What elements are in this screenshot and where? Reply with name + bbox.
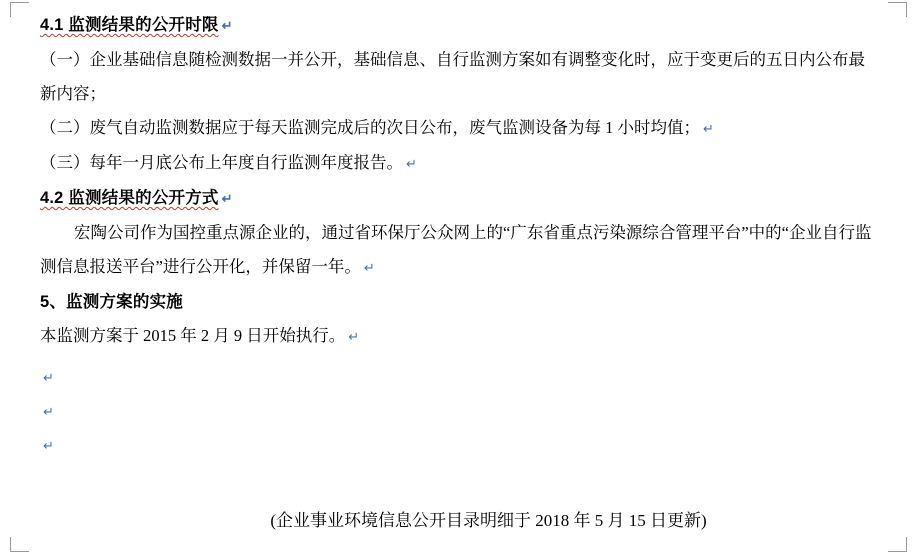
blank-line-2 <box>40 394 877 428</box>
crop-mark-bottom-left <box>10 537 29 552</box>
blank-line-1 <box>40 360 877 394</box>
pilcrow-mark: ↵ <box>703 121 714 136</box>
heading-5 <box>40 285 877 319</box>
paragraph-text: 本监测方案于 2015 年 2 月 9 日开始执行。 <box>40 326 346 345</box>
paragraph-text: （二）废气自动监测数据应于每天监测完成后的次日公布，废气监测设备为每 1 小时均值； <box>40 118 700 137</box>
pilcrow-mark: ↵ <box>348 329 360 344</box>
paragraph-text: （一）企业基础信息随检测数据一并公开，基础信息、自行监测方案如有调整变化时，应于变更后的五日内公布最新内容； <box>40 50 865 103</box>
heading-4-1-text: 4.1 监测结果的公开时限 <box>40 16 219 34</box>
heading-4-2 <box>40 181 877 216</box>
footer-note <box>40 504 877 538</box>
paragraph-4-1-3 <box>40 146 877 181</box>
pilcrow-mark: ↵ <box>221 191 233 206</box>
heading-5-text: 5、监测方案的实施 <box>40 293 183 311</box>
pilcrow-mark: ↵ <box>363 260 375 275</box>
pilcrow-mark: ↵ <box>43 438 54 453</box>
heading-4-2-text: 4.2 监测结果的公开方式 <box>40 189 219 207</box>
pilcrow-mark: ↵ <box>43 370 54 385</box>
pilcrow-mark: ↵ <box>406 156 417 171</box>
footer-region <box>40 504 877 538</box>
paragraph-text: （三）每年一月底公布上年度自行监测年度报告。 <box>40 153 403 172</box>
top-spacer <box>40 0 877 8</box>
paragraph-4-1-1 <box>40 43 877 111</box>
pilcrow-mark: ↵ <box>221 18 233 33</box>
paragraph-4-1-2 <box>40 111 877 146</box>
paragraph-4-2-1 <box>40 216 877 285</box>
footer-note-text: (企业事业环境信息公开目录明细于 2018 年 5 月 15 日更新) <box>270 511 707 530</box>
crop-mark-top-left <box>10 2 29 17</box>
crop-mark-top-right <box>888 2 907 17</box>
heading-4-1 <box>40 8 877 43</box>
pilcrow-mark: ↵ <box>43 404 54 419</box>
crop-mark-bottom-right <box>888 537 907 552</box>
document-body <box>40 8 877 462</box>
paragraph-text: 宏陶公司作为国控重点源企业的，通过省环保厅公众网上的“广东省重点污染源综合管理平台”中的“企业自行监测信息报送平台”进行公开化，并保留一年。 <box>40 223 872 276</box>
paragraph-5-1 <box>40 319 877 354</box>
blank-line-3 <box>40 428 877 462</box>
